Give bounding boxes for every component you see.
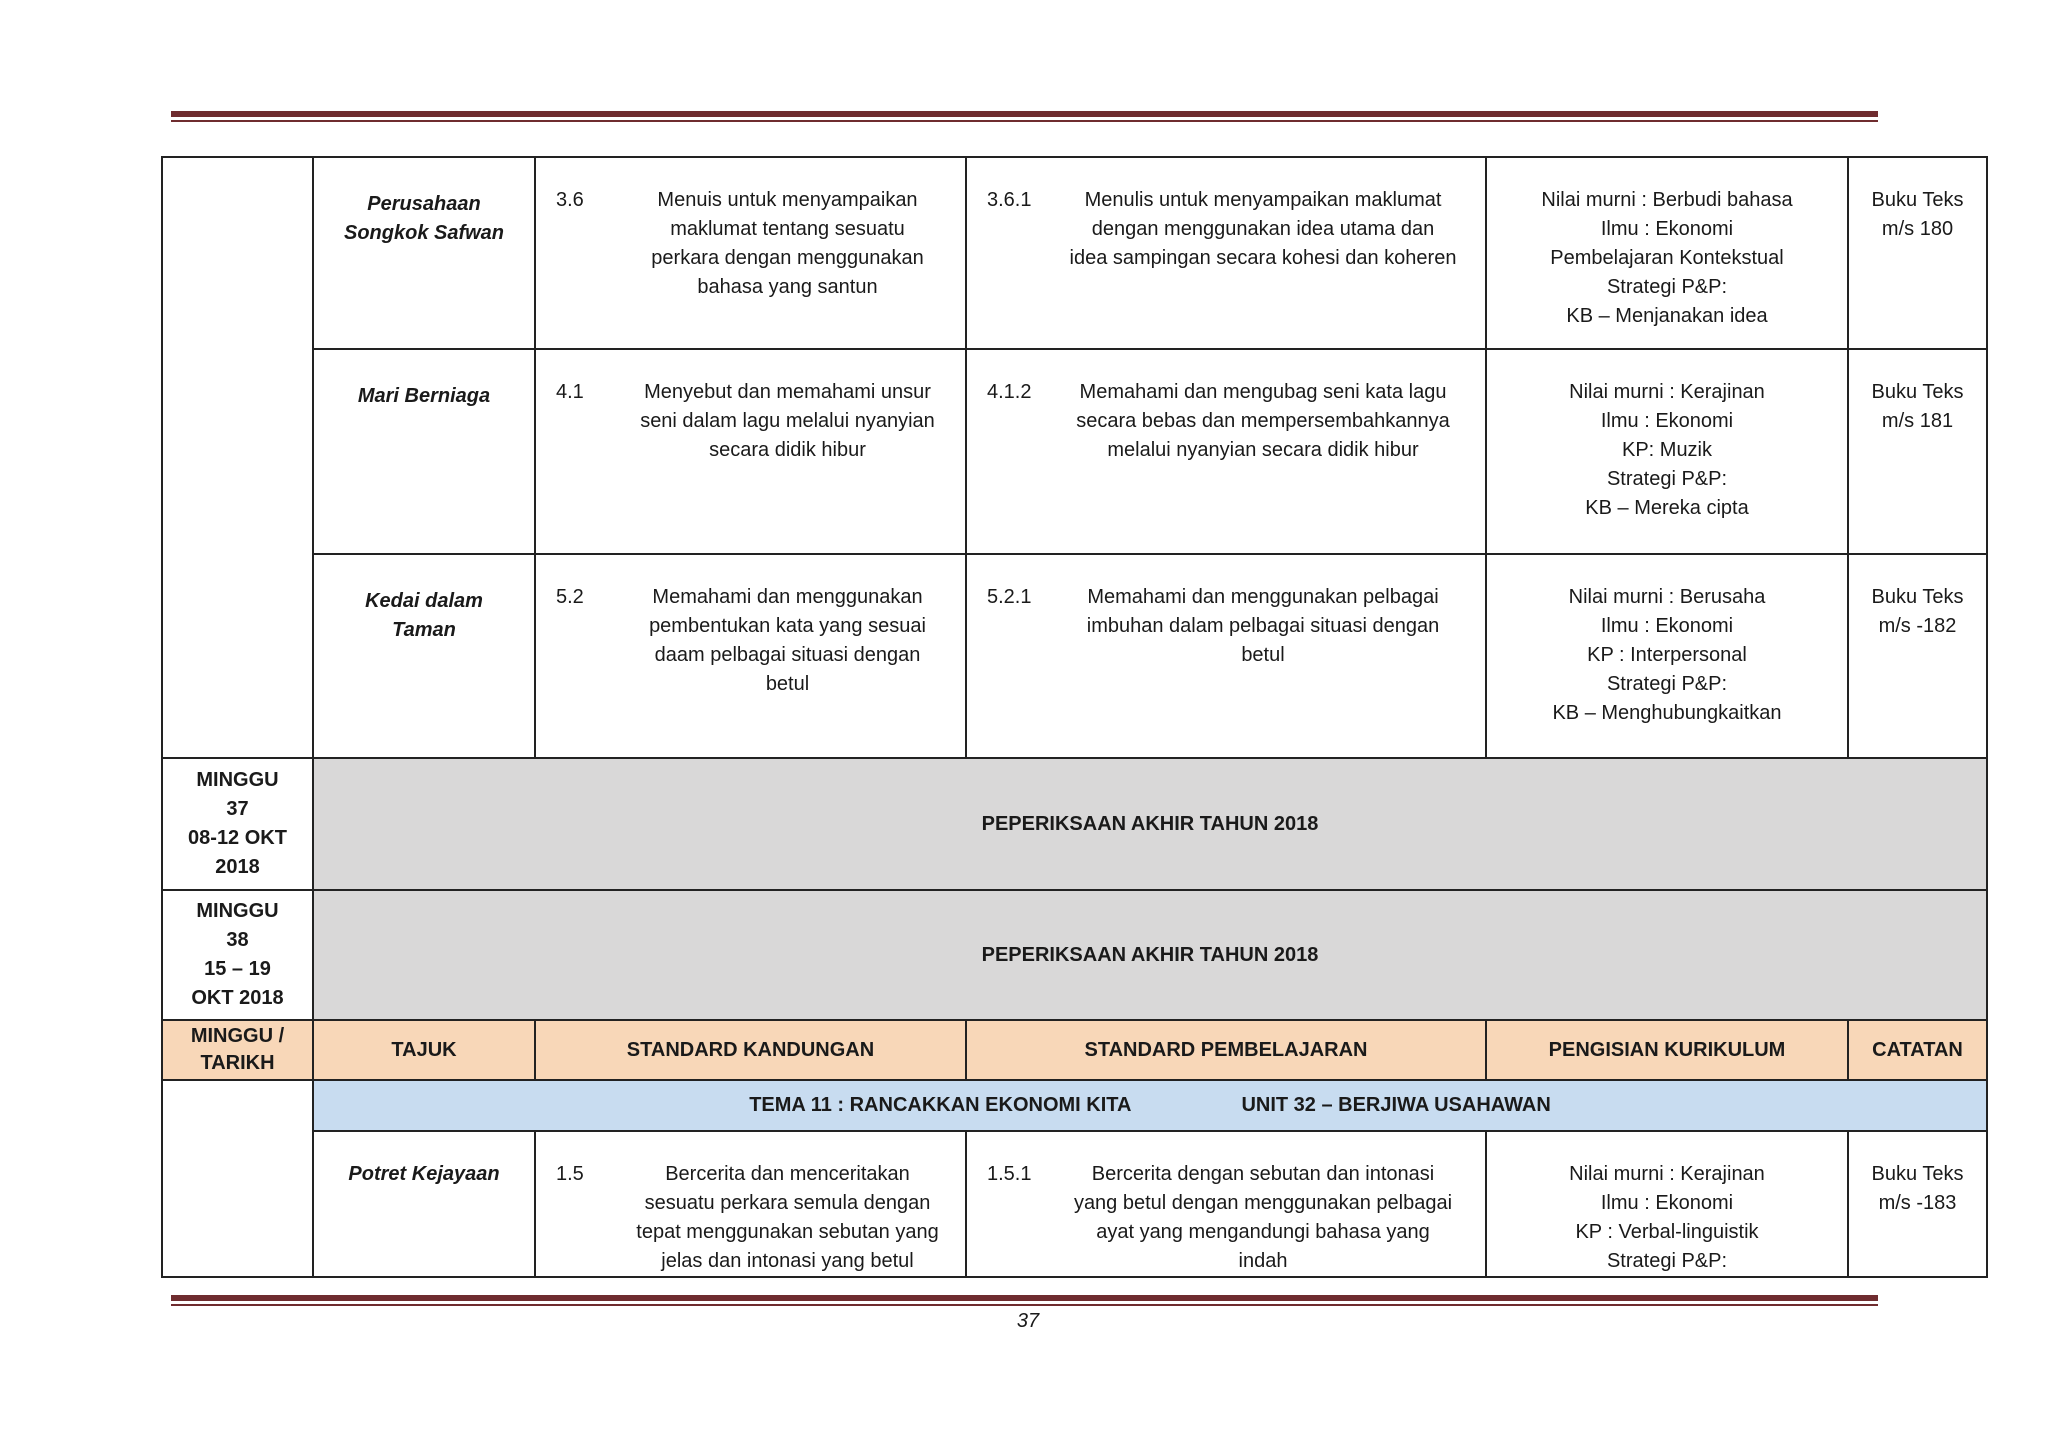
kurikulum-cell: Nilai murni : Berusaha Ilmu : Ekonomi KP : Interpersonal Strategi P&P: KB – Menghubungkaitkan [1486, 554, 1848, 758]
topic-cell: Perusahaan Songkok Safwan [313, 157, 535, 349]
sk-code: 1.5 [556, 1163, 584, 1185]
topic-cell: Kedai dalam Taman [313, 554, 535, 758]
sp-text: Menulis untuk menyampaikan maklumat dengan menggunakan idea utama dan idea sampingan secara kohesi dan koheren [1069, 189, 1457, 269]
standard-pembelajaran-cell [966, 554, 1486, 758]
lesson-plan-table [161, 156, 1988, 1278]
sk-code: 3.6 [556, 189, 584, 211]
exam-title: PEPERIKSAAN AKHIR TAHUN 2018 [313, 758, 1987, 890]
standard-kandungan-cell [535, 1131, 966, 1277]
lesson-row [162, 349, 1987, 554]
standard-kandungan-cell [535, 554, 966, 758]
lesson-row [162, 1131, 1987, 1277]
theme-title: TEMA 11 : RANCAKKAN EKONOMI KITA [749, 1094, 1132, 1116]
sk-text: Menyebut dan memahami unsur seni dalam lagu melalui nyanyian secara didik hibur [640, 381, 935, 461]
kurikulum-cell: Nilai murni : Kerajinan Ilmu : Ekonomi KP: Muzik Strategi P&P: KB – Mereka cipta [1486, 349, 1848, 554]
kurikulum-cell: Nilai murni : Kerajinan Ilmu : Ekonomi KP : Verbal-linguistik Strategi P&P: [1486, 1131, 1848, 1277]
sk-text: Memahami dan menggunakan pembentukan kata yang sesuai daam pelbagai situasi dengan betul [649, 586, 926, 695]
standard-pembelajaran-cell [966, 1131, 1486, 1277]
sp-code: 1.5.1 [987, 1163, 1032, 1185]
exam-row [162, 758, 1987, 890]
catatan-cell: Buku Teks m/s -183 [1848, 1131, 1987, 1277]
theme-row [162, 1080, 1987, 1131]
catatan-cell: Buku Teks m/s 181 [1848, 349, 1987, 554]
catatan-cell: Buku Teks m/s -182 [1848, 554, 1987, 758]
unit-title: UNIT 32 – BERJIWA USAHAWAN [1241, 1094, 1551, 1116]
standard-kandungan-cell [535, 157, 966, 349]
sk-code: 5.2 [556, 586, 584, 608]
sk-text: Bercerita dan menceritakan sesuatu perkara semula dengan tepat menggunakan sebutan yang jelas dan intonasi yang betul [636, 1163, 939, 1272]
footer-rule [171, 1295, 1878, 1306]
header-rule [171, 111, 1878, 122]
exam-title: PEPERIKSAAN AKHIR TAHUN 2018 [313, 890, 1987, 1020]
topic-cell: Potret Kejayaan [313, 1131, 535, 1277]
standard-pembelajaran-cell [966, 157, 1486, 349]
lesson-row [162, 157, 1987, 349]
topic-cell: Mari Berniaga [313, 349, 535, 554]
header-pengisian-kurikulum: PENGISIAN KURIKULUM [1486, 1020, 1848, 1080]
standard-pembelajaran-cell [966, 349, 1486, 554]
sp-text: Memahami dan mengubag seni kata lagu secara bebas dan mempersembahkannya melalui nyanyian secara didik hibur [1076, 381, 1450, 461]
sp-text: Memahami dan menggunakan pelbagai imbuhan dalam pelbagai situasi dengan betul [1086, 586, 1440, 666]
week-cell-empty [162, 1080, 313, 1277]
theme-banner [313, 1080, 1987, 1131]
column-header-row [162, 1020, 1987, 1080]
week-cell: MINGGU 38 15 – 19 OKT 2018 [162, 890, 313, 1020]
header-standard-kandungan: STANDARD KANDUNGAN [535, 1020, 966, 1080]
page-number: 37 [1016, 1310, 1040, 1332]
sp-code: 3.6.1 [987, 189, 1032, 211]
sp-code: 5.2.1 [987, 586, 1032, 608]
kurikulum-cell: Nilai murni : Berbudi bahasa Ilmu : Ekonomi Pembelajaran Kontekstual Strategi P&P: KB – Menjanakan idea [1486, 157, 1848, 349]
lesson-row [162, 554, 1987, 758]
header-week: MINGGU / TARIKH [162, 1020, 313, 1080]
header-standard-pembelajaran: STANDARD PEMBELAJARAN [966, 1020, 1486, 1080]
sk-text: Menuis untuk menyampaikan maklumat tentang sesuatu perkara dengan menggunakan bahasa yang santun [651, 189, 924, 298]
standard-kandungan-cell [535, 349, 966, 554]
catatan-cell: Buku Teks m/s 180 [1848, 157, 1987, 349]
header-catatan: CATATAN [1848, 1020, 1987, 1080]
header-tajuk: TAJUK [313, 1020, 535, 1080]
sp-code: 4.1.2 [987, 381, 1032, 403]
week-cell: MINGGU 37 08-12 OKT 2018 [162, 758, 313, 890]
exam-row [162, 890, 1987, 1020]
week-cell-empty [162, 157, 313, 758]
sp-text: Bercerita dengan sebutan dan intonasi yang betul dengan menggunakan pelbagai ayat yang mengandungi bahasa yang indah [1073, 1163, 1453, 1272]
sk-code: 4.1 [556, 381, 584, 403]
